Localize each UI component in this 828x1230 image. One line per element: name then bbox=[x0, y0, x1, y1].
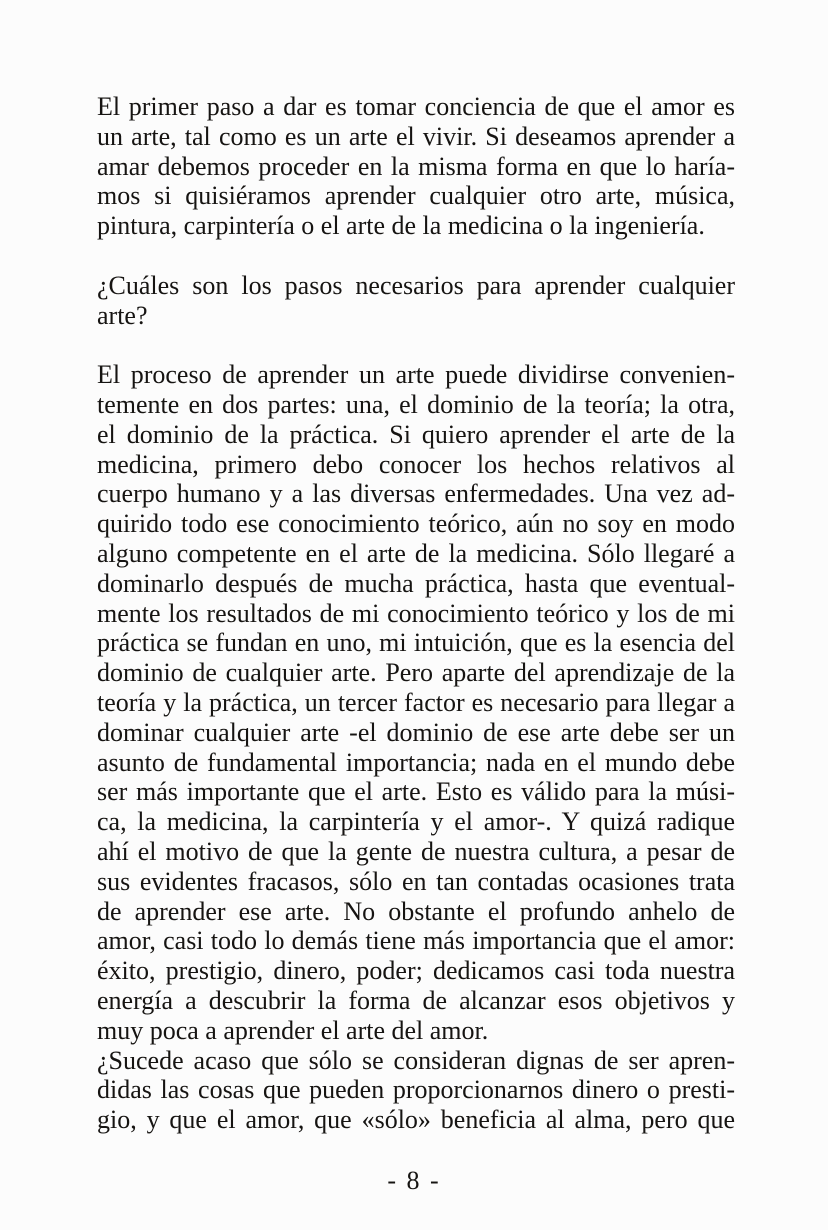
text-line: gio, y que el amor, que «sólo» beneficia al alma, pero que bbox=[97, 1105, 735, 1135]
text-line: didas las cosas que pueden proporcionarnos dinero o presti- bbox=[97, 1075, 735, 1105]
page-text bbox=[97, 92, 735, 1135]
text-line: energía a descubrir la forma de alcanzar esos objetivos y bbox=[97, 985, 735, 1015]
text-line: temente en dos partes: una, el dominio de la teoría; la otra, bbox=[97, 389, 735, 419]
paragraph bbox=[97, 92, 735, 241]
text-line: mos si quisiéramos aprender cualquier otro arte, música, bbox=[97, 181, 735, 211]
text-line: alguno competente en el arte de la medicina. Sólo llegaré a bbox=[97, 538, 735, 568]
text-line: pintura, carpintería o el arte de la medicina o la ingeniería. bbox=[97, 211, 705, 241]
text-line: un arte, tal como es un arte el vivir. Si deseamos aprender a bbox=[97, 121, 735, 151]
text-line: ¿Sucede acaso que sólo se consideran dignas de ser apren- bbox=[97, 1045, 735, 1075]
text-line: ser más importante que el arte. Esto es válido para la músi- bbox=[97, 777, 735, 807]
text-line: ahí el motivo de que la gente de nuestra cultura, a pesar de bbox=[97, 836, 735, 866]
text-line: sus evidentes fracasos, sólo en tan contadas ocasiones trata bbox=[97, 866, 735, 896]
text-line: arte? bbox=[97, 300, 148, 330]
paragraph bbox=[97, 271, 735, 331]
text-line: dominar cualquier arte -el dominio de ese arte debe ser un bbox=[97, 717, 735, 747]
text-line: medicina, primero debo conocer los hechos relativos al bbox=[97, 449, 735, 479]
text-line: El primer paso a dar es tomar conciencia de que el amor es bbox=[97, 92, 735, 121]
text-line: práctica se fundan en uno, mi intuición, que es la esencia del bbox=[97, 628, 735, 658]
text-line: éxito, prestigio, dinero, poder; dedicamos casi toda nuestra bbox=[97, 956, 735, 986]
text-line: amar debemos proceder en la misma forma en que lo haría- bbox=[97, 151, 735, 181]
page-number: - 8 - bbox=[387, 1166, 441, 1195]
text-line: quirido todo ese conocimiento teórico, aún no soy en modo bbox=[97, 509, 735, 539]
text-line: dominarlo después de mucha práctica, hasta que eventual- bbox=[97, 568, 735, 598]
text-line: El proceso de aprender un arte puede dividirse convenien- bbox=[97, 360, 735, 390]
paragraph bbox=[97, 1046, 735, 1135]
text-line: asunto de fundamental importancia; nada en el mundo debe bbox=[97, 747, 735, 777]
text-line: de aprender ese arte. No obstante el profundo anhelo de bbox=[97, 896, 735, 926]
text-line: ca, la medicina, la carpintería y el amor-. Y quizá radique bbox=[97, 807, 735, 837]
text-line: el dominio de la práctica. Si quiero aprender el arte de la bbox=[97, 419, 735, 449]
text-line: mente los resultados de mi conocimiento teórico y los de mi bbox=[97, 598, 735, 628]
text-line: teoría y la práctica, un tercer factor es necesario para llegar a bbox=[97, 687, 735, 717]
text-line: amor, casi todo lo demás tiene más importancia que el amor: bbox=[97, 926, 735, 956]
text-line: cuerpo humano y a las diversas enfermedades. Una vez ad- bbox=[97, 479, 735, 509]
text-line: muy poca a aprender el arte del amor. bbox=[97, 1015, 489, 1045]
text-line: ¿Cuáles son los pasos necesarios para aprender cualquier bbox=[97, 270, 735, 300]
paragraph bbox=[97, 360, 735, 1045]
text-line: dominio de cualquier arte. Pero aparte del aprendizaje de la bbox=[97, 658, 735, 688]
